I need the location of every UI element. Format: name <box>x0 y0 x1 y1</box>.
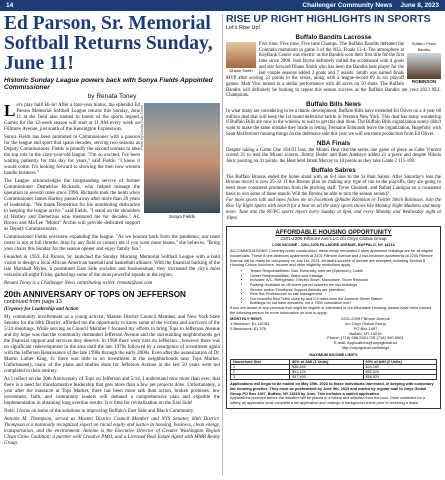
robinson-photo-block <box>407 42 441 85</box>
ad-bullets <box>250 269 437 306</box>
section-title: 20th ANNIVERSARY OF TOPS ON JEFFERSON <box>4 290 186 299</box>
photo-credit: Photo By Denise Dale-Toney <box>140 105 144 150</box>
right-article <box>226 14 441 476</box>
table-cell: $47,400 <box>290 375 363 380</box>
photo-block <box>140 103 220 220</box>
rent-1br: 1 Bedroom: $1,167/$1 <box>230 320 270 326</box>
ad-bullet: • Pets Not Professional on site management <box>250 292 437 297</box>
sports-subhead: Let's Rise Up! <box>226 25 261 31</box>
table-header: Household Size <box>231 360 290 365</box>
rent-title: MONTHLY RENT: <box>230 316 263 322</box>
section-paragraph-1: (Urgency for Leadership and Action <box>4 307 79 312</box>
section-paragraph-5: Antoine M. Thompson, served as Masten District Council Member and NYS Senator, 60th District. Thompson is a nationally recognized expert on racial equity and justice in housing, business, clean energy, transportation, and the environment. Antoine is the Executive Director of Greater Washington Region Clean Cities Coalition; a partner with Creative PMO, and a Licensed Real Estate Agent with MMB Realty Group. <box>4 417 220 446</box>
ad-bullet: • Includes: A/C, Refrigerator, Electric Stove, Microwave, Stove Removal <box>250 278 437 283</box>
ad-bullet: • Our beautiful Red Trails close by and 0.9 miles from the Amherst Street Station. <box>250 297 437 302</box>
page-number: 14 <box>6 2 14 9</box>
column-divider <box>222 14 223 476</box>
contact-line: PO Box 1497 <box>353 325 378 331</box>
table-cell: $36,840 <box>290 365 363 370</box>
section-paragraph-4: Note: I focus on some of the solutions to improving Buffalo's East Side and Black Community. <box>4 409 195 414</box>
robinson-photo-credit: Buffalo / Photo Bandits <box>412 42 436 52</box>
paragraph-2: Sonya Fields has been promoted to Commissioner with a passion for the league and sport that spans decades, serving two seasons as Deputy Commissioner. Fields is proudly the second woman to take the top role in the sixty-year-old league. "I'm so excited, I've been waiting patiently for this day for years," said Fields. "I knew it would come. I'm looking forward to showing the men how women handle business." <box>4 135 140 176</box>
ad-contact-intro: If you are aware of any personal that might be eligible or interested in our Affordable Housing, please have them contact the following person for more information on how to apply: <box>230 306 432 315</box>
robinson-photo <box>407 53 441 79</box>
table-cell: 2 <box>231 370 290 375</box>
table-header: 50% of AMI (1 Units) <box>290 360 363 365</box>
photo-caption: Sonya Fields <box>168 214 195 219</box>
ad-footer-2: Applications received before the deadline will be placed in a lottery and selected from the pool. Once contacted for a lottery, all applicants must complete a full application and undergo a background check prior to receiving a lease. <box>230 396 426 405</box>
section-continued: continued from page 13 <box>4 299 62 305</box>
table-header: 60% of AMI (2 Units) <box>363 360 436 365</box>
contact-line: 2201-2209 Fillmore Avenue <box>341 316 390 322</box>
ad-subtitle: 2201-2209 Fillmore Ave LLC c/o Onyx Global Group <box>280 236 387 242</box>
left-article <box>4 14 220 476</box>
paragraph-4: Commissioner Fields envisions expanding the league. "As we bounce back from the pandemic, our team roster is not at full throttle. Stop by any field or contact me if you want more teams," she believes. "Bring your chairs this Sunday for the season opener and enjoy family fun." <box>4 235 220 252</box>
masthead-bar <box>0 0 445 11</box>
sabres-text: The Buffalo Broons ended the home stand with an 8-4 loss to the St Paul Saints. After Saturday's loss the Broons record is now 25-32. If the Broons plan on making any type of run to the playoffs, they are going to need more consistent production from the pitching staff. Tyree Chomerl, and Rafael Lantigua on a consistent basis to win some of these stands. Will the Broons be able to turn the season around? <box>226 174 441 197</box>
table-cell: 3 <box>231 375 290 380</box>
income-table <box>230 359 437 380</box>
ad-title: AFFORDABLE HOUSING OPPORTUNITY <box>275 230 392 237</box>
bills-title: Buffalo Bills News <box>306 101 361 109</box>
article-headline: Ed Parson, Sr. Memorial Softball Returns Sunday, June 11! <box>4 14 213 74</box>
paragraph-5: Founded in 1959, Ed Parson, Sr. launched the Sunday Morning Memorial Softball League with a bold vision to design a local African American baseball and basketball alliance. With the financial backing of the late Marshall Myles, a prominent East Side socialite and businessman, they increased the city's most versatile all-night Friday gatherings some of the most powerful squads in the region. <box>4 255 220 278</box>
housing-ad <box>226 226 441 409</box>
dhane-smith-photo <box>226 42 256 68</box>
table-cell: $56,820 <box>363 375 436 380</box>
ad-bullet: • Tenant Responsibilities: Gas, Electricity, Internet (Spectrum), Cable <box>250 269 437 274</box>
nba-text: Despite taking a Game One 104-93 loss, the Miami Heat tied the series one game of piece as Gabe Vincent scored 21 to lead the Miami scorers. Jimmy Butler and Bam Adebayo added 21 a piece and despite Nikola Jokic pouring on 41 points, the Heat held Jamal Murray to 10 points as they take Game 2 111-108. <box>226 147 441 164</box>
contributor-note: Renata Toney is a Challenger News contributing writer. rrenata@aol.com <box>4 281 153 286</box>
ad-footer-1: Applications will begin to be mailed on May 25th, 2023 to those individuals interested, in keeping with customary fair housing practice. They must be postmarked by June 9th, 2023 and mailed by regular mail to Onyx Global Group PO Box 1497, Buffalo, NY 14215 by June. This includes a mailed application. <box>230 382 434 396</box>
section-paragraph-2: My community involvement as a young activist, Masten District Council Member, and New York State Senator for the 60th District, afforded me the opportunity to know some of the victims and survivors of the 5/14 shootings. While serving as Council Member I focused my efforts to bring Tops to Jefferson Avenue and my hope was that the community demanded Jefferson Avenue and the surrounding neighborhoods get the financial support and services they deserve. In 1968 there were riots on Jefferson... however there was no significant redevelopment in the area until the late 1970s followed by a resurgence of investment again with the Jefferson Renaissance of the late 1990s through the early 2000s. Even after the assassination of Dr. Martin Luther King, Jr. there was little to no investment in the neighborhoods near Tops Market. Unfortunately, many of the plans and studies done for Jefferson Avenue in the last 50 years were not completed in their entirety. <box>4 315 220 374</box>
article-body <box>4 103 220 447</box>
table-cell: $50,520 <box>363 370 436 375</box>
lacrosse-title: Buffalo Bandits Lacrosse <box>295 34 372 41</box>
sonya-fields-photo <box>140 103 220 213</box>
ad-bullet: • Service and/or Emotional Support Animals are permitted <box>250 288 437 293</box>
paragraph-1: Let's play ball! Bi-lo! After a four-year hiatus, the splendid Ed Parson Memorial Softball League returns this Sunday, June 11 at the field also named in honor of the sports legend. Games for the 12-week season will start at 11 AM every week on Fillmore Avenue, just south of the Kensington Expressway. <box>4 101 140 132</box>
ad-footer <box>230 382 437 405</box>
income-table-title: MAXIMUM INCOME LIMITS <box>309 352 358 357</box>
sports-headline: RISE UP RIGHT HIGHLIGHTS IN SPORTS <box>226 14 431 25</box>
ad-contact <box>294 317 437 351</box>
nba-title: NBA Finals <box>316 139 351 147</box>
contact-line: c/o Onyx Global Group <box>345 320 386 326</box>
dhane-smith-photo-block <box>226 42 256 74</box>
issue-date: June 8, 2023 <box>400 2 439 9</box>
ad-body <box>230 243 437 267</box>
contact-phone: Phone: (716) 986-5301 OR (716) 390-9561 <box>327 335 404 341</box>
table-cell: $44,160 <box>363 365 436 370</box>
ad-bullet: • Buildings do not have elevators; not a 7500 cumulative unit? <box>250 301 437 306</box>
closing-text: For more sports talk and news follow me on Facebook @Andre Robinson or Twitter Stitch Robinson. Join the Rise Up Right Sports with search for a host on all the daily sports shows like Monday Night Madness and many more. Tune into the RUPG sports report every Sunday at 6pm, and every Monday and Wednesday night at 10pm. <box>226 198 441 221</box>
dhane-smith-caption: Dhane Smith <box>229 68 253 73</box>
ad-bullet: • Owner Responsibilities: Water and Sewage <box>250 274 437 279</box>
table-cell: 1 <box>231 365 290 370</box>
ad-bullet: • Parking: Available on off street parcel between the two buildings <box>250 283 437 288</box>
table-row <box>231 375 437 380</box>
bills-text: In what many are considering to be a titanic development, Buffalo Bills have extended Ed Oliver on a 4-year 68 million deal that will keep the 1st round defensive tackle in Western New York. This deal has many wondering if Buffalo Bills are now in the window to wait to get this deal done. The Buffalo Bills organization surely didn't want to make the same mistake they made in letting Tremaine Edmunds leave the organization. Hopefully with Sean McDermott running things on the defensive side this year we will see more production from Ed Oliver. <box>226 109 441 137</box>
table-cell: $42,120 <box>290 370 363 375</box>
contact-email[interactable]: E-mail: Applications@onyxglobal.us <box>333 340 398 346</box>
ad-location: LOW INCOME - 2201-2209 FILLMORE AVENUE, BUFFALO, NY 14214 <box>272 243 395 248</box>
ad-rent <box>230 317 290 351</box>
lacrosse-text: Dhane Smith Buffalo / Photo Bandits ROBINSON Five time, Five time, Five time Champs. The Buffalo Bandits defeated the Colorado mammoth in game 3 of the NLL Finals 13-4. The atmosphere at KeyBank Center was electric as the Bandits won their first title for the first time since 2008. Josh Byrne definitely milled the scoreboard with 4 goals and star forward Dhane Smith who has been the Bandits best player for the last couple seasons added 2 goals and 7 assists. Smith was named finals MVP after scoring 23 points in the series, along with a league-record 69 in six playoff games. Matt Vinc turned in a stellar performance with 46 saves on 50 shots. The Buffalo Bandits will definitely be looking to repeat this season success as the Buffalo Bandits are your 2023 NLL Champions. <box>226 42 441 99</box>
sabres-title: Buffalo Sabres <box>311 166 356 174</box>
article-subhead: Historic Sunday League powers back with Sonya Fields Appointed Commissioner <box>4 77 213 91</box>
robinson-caption: ROBINSON <box>411 79 437 85</box>
contact-website[interactable]: http://onyxglobal.us/listings <box>341 344 390 350</box>
contact-line: Buffalo, NY 14215 <box>349 330 382 336</box>
rent-2br: 2 Bedrooms: $1,376 <box>230 325 267 331</box>
section-paragraph-3: As I reflect on the 20th Anniversary of Tops on Jefferson and 5/14, I understand now more than ever, that there is a need for transformative leadership that gets more than a few pet projects done. Unfortunately, a year after the massacre at Tops Market, there has been more talk than action, broken promises, low investment, faith, and community leaders will demand a comprehensive plan and expedite the implementation in obtaining long overdue results. It is time for revitalization on the East Side! <box>4 377 220 406</box>
article-byline: by Renata Toney <box>87 93 137 100</box>
dropcap: L <box>4 101 16 120</box>
paragraph-3: The League acknowledges the longstanding service of former Commissioner Demetrius Richards, who helped manage the operation in several roles since 1996. Richards took the helm when Commissioner James Hartley passed away after more than 20 years of leadership. "We thank Demetrius for his unrelenting dedication to keeping the league active," said Fields. "I stand on the shoulders of Hartley and Demetrius who mentored me for decades." AC Brown and Ma'Lee "Motor" Archie will provide dedicated support as Deputy Commissioners. <box>4 179 140 232</box>
ad-columns <box>230 317 437 351</box>
paper-name: Challenger Community News <box>302 2 393 9</box>
ad-accommodations: ACCOMMODATIONS: Currently under construction, these newly renovated 2 story apartment buildings are for all eligible households. These 8 one-bedroom apartments at 2201 Fillmore Avenue and 2 two bedroom apartments at 2205 Fillmore Avenue will be ready for occupancy on July 1st, 2023. All lawful sources of income are accepted, including Section 8 Housing Choice Vouchers. Income and other eligibility restrictions apply. <box>230 249 434 268</box>
